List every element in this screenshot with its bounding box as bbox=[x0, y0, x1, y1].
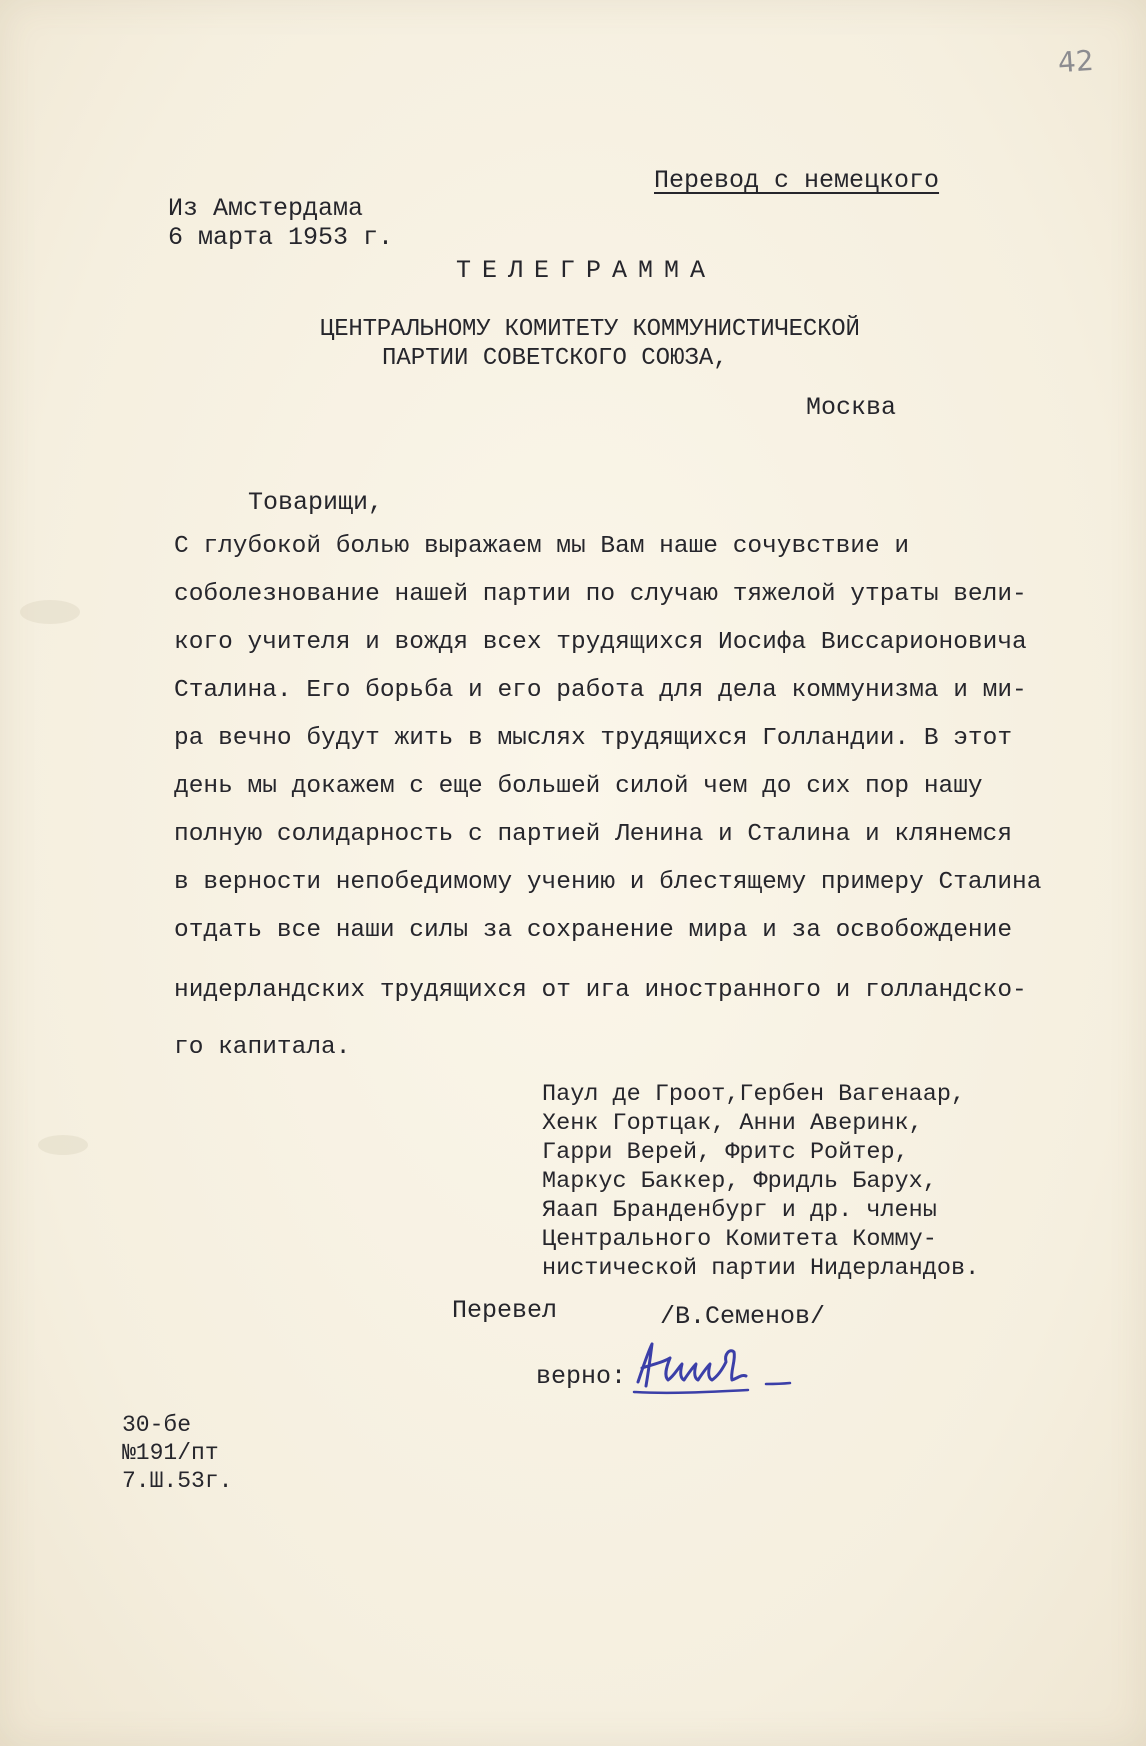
body-line: отдать все наши силы за сохранение мира и за освобождение bbox=[174, 917, 1013, 944]
body-line: в верности непобедимому учению и блестящему примеру Сталина bbox=[174, 869, 1042, 896]
salutation: Товарищи, bbox=[248, 488, 384, 517]
body-line: ра вечно будут жить в мыслях трудящихся Голландии. В этот bbox=[174, 725, 1013, 752]
body-line: день мы докажем с еще большей силой чем до сих пор нашу bbox=[174, 773, 983, 800]
body-line: го капитала. bbox=[174, 1034, 351, 1061]
page-number: 42 bbox=[1056, 43, 1095, 80]
handwritten-signature bbox=[630, 1334, 810, 1404]
signatory-line: Гарри Верей, Фритс Ройтер, bbox=[542, 1139, 909, 1166]
document-type: ТЕЛЕГРАММА bbox=[456, 256, 717, 285]
addressee-line-1: ЦЕНТРАЛЬНОМУ КОМИТЕТУ КОММУНИСТИЧЕСКОЙ bbox=[320, 316, 860, 343]
reference-line: 7.Ш.53г. bbox=[122, 1468, 233, 1494]
certified-label: верно: bbox=[536, 1362, 627, 1391]
signatory-line: Яаап Бранденбург и др. члены bbox=[542, 1197, 937, 1224]
addressee-city: Москва bbox=[806, 393, 897, 422]
signatory-line: Хенк Гортцак, Анни Аверинк, bbox=[542, 1110, 923, 1137]
origin-date: 6 марта 1953 г. bbox=[168, 223, 394, 252]
translation-note: Перевод с немецкого bbox=[654, 166, 940, 195]
paper-stain bbox=[38, 1135, 88, 1155]
body-line: нидерландских трудящихся от ига иностранного и голландско- bbox=[174, 977, 1027, 1004]
addressee-line-2: ПАРТИИ СОВЕТСКОГО СОЮЗА, bbox=[382, 345, 728, 372]
body-line: Сталина. Его борьба и его работа для дела коммунизма и ми- bbox=[174, 677, 1027, 704]
body-line: С глубокой болью выражаем мы Вам наше сочувствие и bbox=[174, 533, 910, 560]
origin-place: Из Амстердама bbox=[168, 194, 364, 223]
reference-line: 30-бе bbox=[122, 1412, 192, 1438]
signatory-line: нистической партии Нидерландов. bbox=[542, 1255, 980, 1282]
paper-stain bbox=[20, 600, 80, 624]
translator-label: Перевел bbox=[452, 1296, 558, 1325]
translator-name: /В.Семенов/ bbox=[660, 1302, 826, 1331]
signatory-line: Маркус Баккер, Фридль Барух, bbox=[542, 1168, 937, 1195]
reference-line: №191/пт bbox=[122, 1440, 219, 1466]
signatory-line: Паул де Гроот,Гербен Вагенаар, bbox=[542, 1081, 966, 1108]
body-line: соболезнование нашей партии по случаю тяжелой утраты вели- bbox=[174, 581, 1027, 608]
body-line: кого учителя и вождя всех трудящихся Иосифа Виссарионовича bbox=[174, 629, 1027, 656]
body-line: полную солидарность с партией Ленина и Сталина и клянемся bbox=[174, 821, 1013, 848]
signatory-line: Центрального Комитета Комму- bbox=[542, 1226, 937, 1253]
